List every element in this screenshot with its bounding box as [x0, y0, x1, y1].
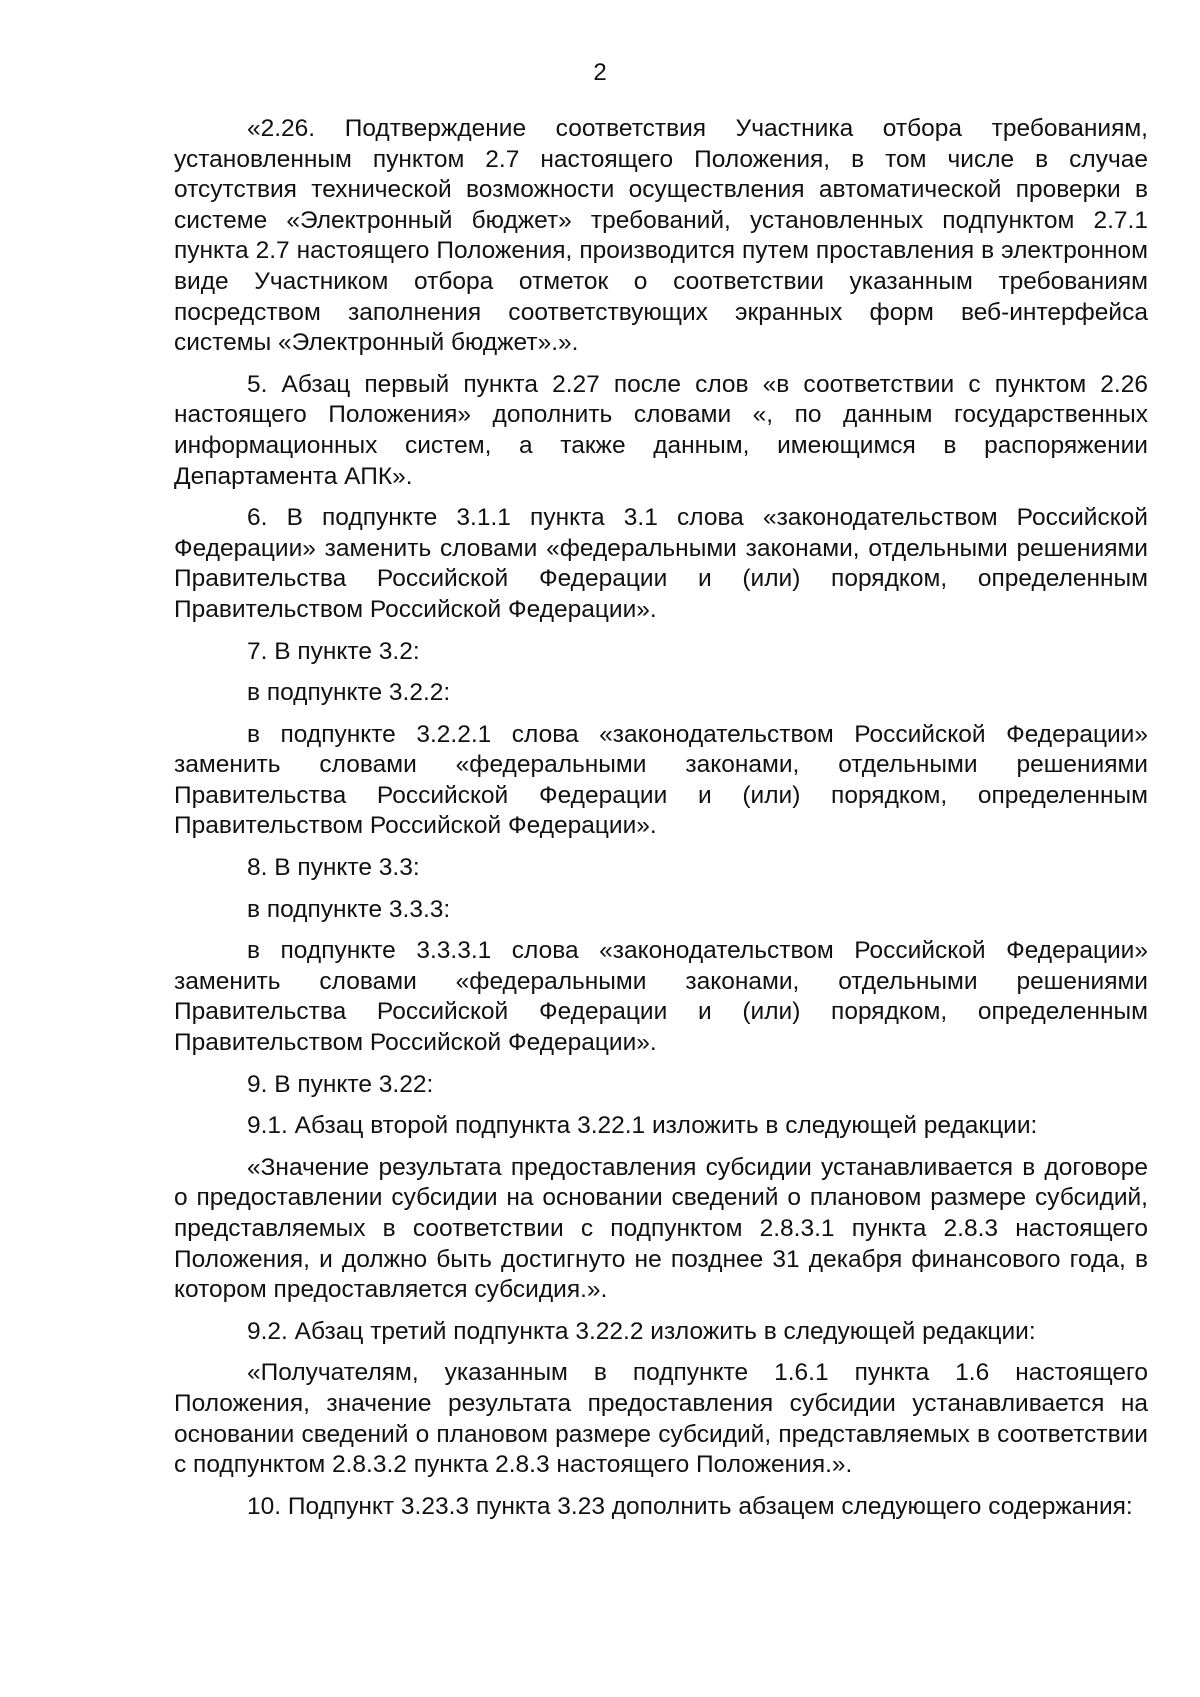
document-body [174, 114, 1148, 1533]
paragraph-item-8-sub-3-3-3-1: в подпункте 3.3.3.1 слова «законодательством Российской Федерации» заменить словами «федеральными законами, отдельными решениями Правительства Российской Федерации и (или) порядком, определенным Правительством Российской Федерации». [174, 937, 1148, 1057]
paragraph-item-5: 5. Абзац первый пункта 2.27 после слов «в соответствии с пунктом 2.26 настоящего Положения» дополнить словами «, по данным государственных информационных систем, а также данным, имеющимся в распоряжении Департамента АПК». [174, 370, 1148, 490]
paragraph-item-10: 10. Подпункт 3.23.3 пункта 3.23 дополнить абзацем следующего содержания: [247, 1492, 1133, 1520]
paragraph-item-9: 9. В пункте 3.22: [247, 1070, 434, 1098]
paragraph-item-8-sub-3-3-3: в подпункте 3.3.3: [247, 895, 451, 923]
paragraph-item-9-2: 9.2. Абзац третий подпункта 3.22.2 изложить в следующей редакции: [247, 1317, 1036, 1345]
paragraph-item-9-2-quote: «Получателям, указанным в подпункте 1.6.1 пункта 1.6 настоящего Положения, значение результата предоставления субсидии устанавливается на основании сведений о плановом размере субсидий, представляемых в соответствии с подпунктом 2.8.3.2 пункта 2.8.3 настоящего Положения.». [174, 1359, 1148, 1479]
paragraph-item-7-sub-3-2-2-1: в подпункте 3.2.2.1 слова «законодательством Российской Федерации» заменить словами «федеральными законами, отдельными решениями Правительства Российской Федерации и (или) порядком, определенным Правительством Российской Федерации». [174, 720, 1148, 840]
paragraph-item-6: 6. В подпункте 3.1.1 пункта 3.1 слова «законодательством Российской Федерации» заменить словами «федеральными законами, отдельными решениями Правительства Российской Федерации и (или) порядком, определенным Правительством Российской Федерации». [174, 504, 1148, 623]
paragraph-item-9-1-quote: «Значение результата предоставления субсидии устанавливается в договоре о предоставлении субсидии на основании сведений о плановом размере субсидий, представляемых в соответствии с подпунктом 2.8.3.1 пункта 2.8.3 настоящего Положения, и должно быть достигнуто не позднее 31 декабря финансового года, в котором предоставляется субсидия.». [174, 1153, 1148, 1304]
paragraph-item-7-sub-3-2-2: в подпункте 3.2.2: [247, 679, 451, 707]
page-number: 2 [593, 59, 607, 86]
paragraph-item-9-1: 9.1. Абзац второй подпункта 3.22.1 изложить в следующей редакции: [247, 1112, 1038, 1140]
paragraph-2-26-quote: «2.26. Подтверждение соответствия Участника отбора требованиям, установленным пунктом 2.7 настоящего Положения, в том числе в случае отсутствия технической возможности осуществления автоматической проверки в системе «Электронный бюджет» требований, установленных подпунктом 2.7.1 пункта 2.7 настоящего Положения, производится путем проставления в электронном виде Участником отбора отметок о соответствии указанным требованиям посредством заполнения соответствующих экранных форм веб-интерфейса системы «Электронный бюджет».». [174, 115, 1148, 357]
paragraph-item-7: 7. В пункте 3.2: [247, 637, 420, 665]
paragraph-item-8: 8. В пункте 3.3: [247, 854, 420, 882]
